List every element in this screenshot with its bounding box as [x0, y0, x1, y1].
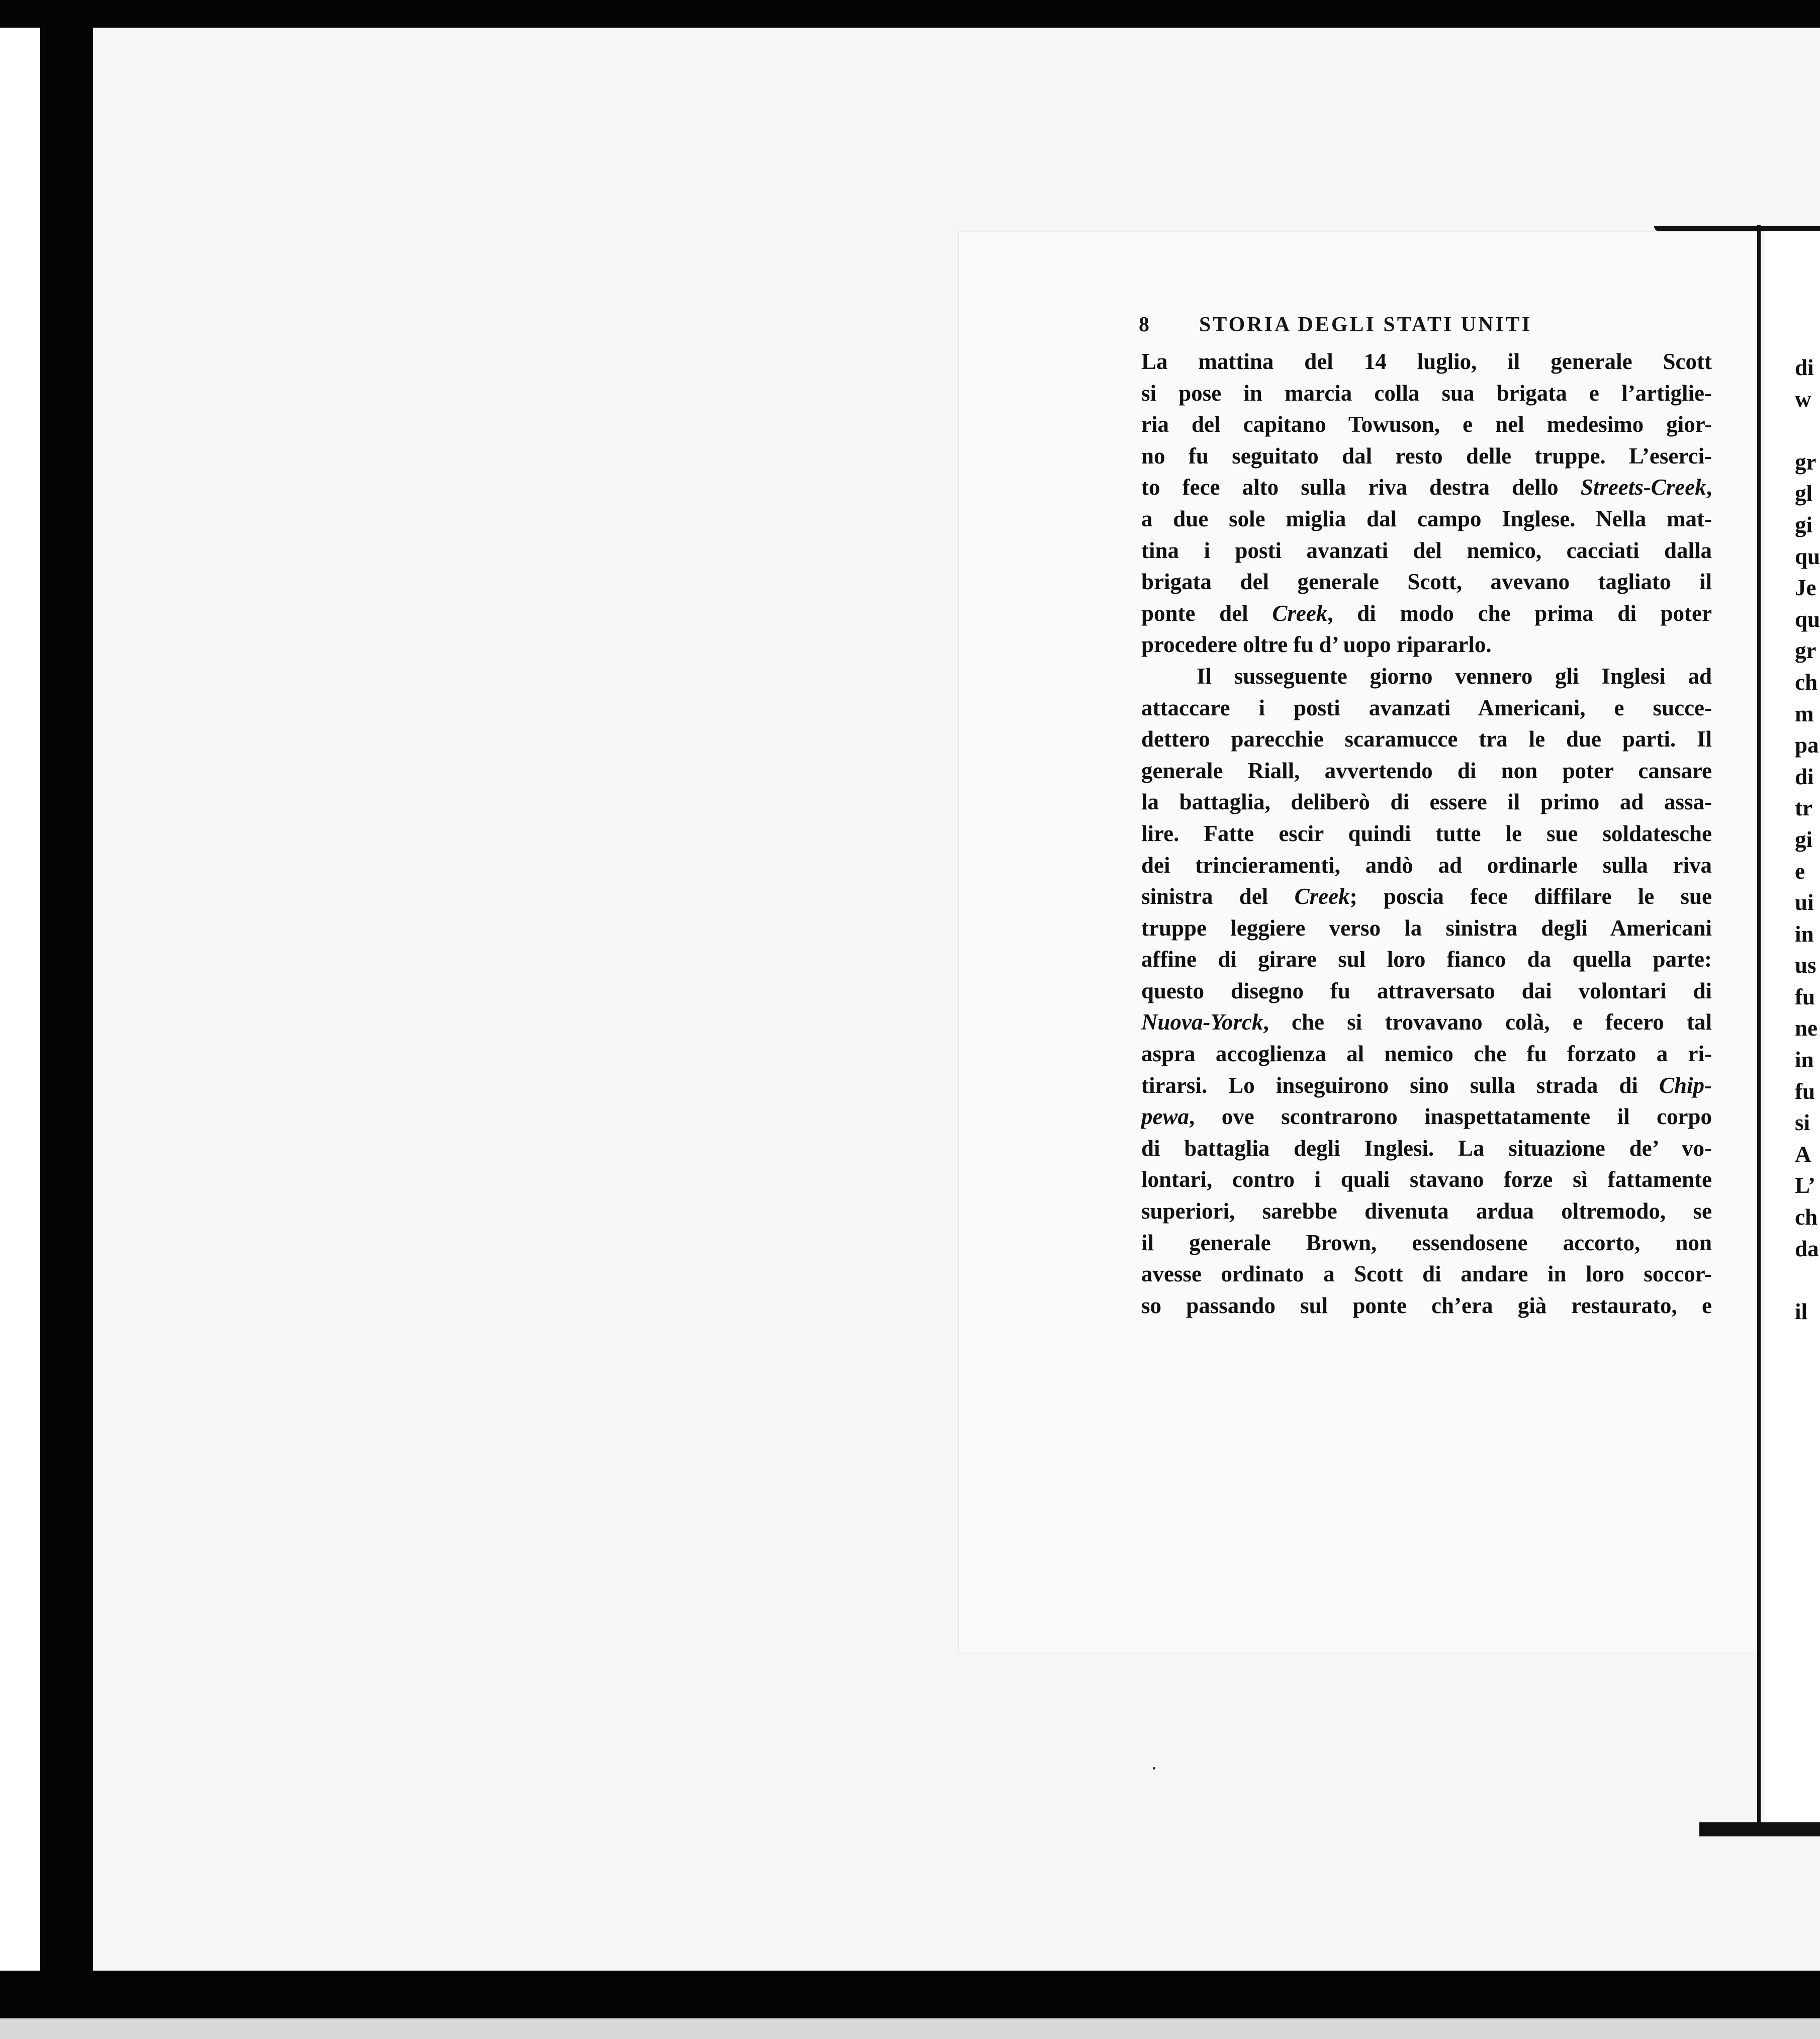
- text-line-18: sinistra del Creek; poscia fece diffilare le sue: [1141, 884, 1712, 909]
- text-line-5: to fece alto sulla riva destra dello Streets-Creek,: [1141, 475, 1712, 500]
- scan-border-top: [0, 0, 1820, 28]
- text-line-8: brigata del generale Scott, avevano tagliato il: [1141, 569, 1712, 595]
- facing-line: Je: [1795, 575, 1816, 601]
- facing-line: di: [1795, 355, 1814, 380]
- facing-line: in: [1795, 921, 1814, 947]
- facing-line: gr: [1795, 638, 1816, 664]
- text-line-21: questo disegno fu attraversato dai volontari di: [1141, 978, 1712, 1003]
- running-title: STORIA DEGLI STATI UNITI: [1199, 313, 1532, 336]
- facing-line: ui: [1795, 890, 1814, 915]
- facing-page-edge: [1757, 225, 1761, 1829]
- text-line-16: lire. Fatte escir quindi tutte le sue soldatesche: [1141, 820, 1712, 846]
- text-line-25: pewa, ove scontrarono inaspettatamente il corpo: [1141, 1104, 1712, 1130]
- facing-page-text: [1795, 352, 1820, 1327]
- text-line-2: si pose in marcia colla sua brigata e l’artiglie-: [1141, 380, 1712, 406]
- body-text: [1141, 346, 1712, 1321]
- text-line-11: Il susseguente giorno vennero gli Inglesi ad: [1197, 663, 1712, 689]
- facing-line: L’: [1795, 1173, 1815, 1198]
- text-line-7: tina i posti avanzati del nemico, cacciati dalla: [1141, 537, 1712, 563]
- facing-line: da: [1795, 1236, 1819, 1261]
- text-line-30: avesse ordinato a Scott di andare in loro soccor-: [1141, 1261, 1712, 1287]
- text-line-19: truppe leggiere verso la sinistra degli Americani: [1141, 915, 1712, 941]
- text-line-20: affine di girare sul loro fianco da quella parte:: [1141, 947, 1712, 972]
- facing-line: fu: [1795, 1078, 1815, 1104]
- facing-line: gi: [1795, 512, 1813, 537]
- facing-line: qu: [1795, 543, 1820, 569]
- facing-page-bottom-rule: [1699, 1822, 1820, 1836]
- text-line-17: dei trincieramenti, andò ad ordinarle sulla riva: [1141, 852, 1712, 878]
- facing-line: pa: [1795, 732, 1819, 758]
- text-line-6: a due sole miglia dal campo Inglese. Nella mat-: [1141, 506, 1712, 531]
- scan-border-left: [40, 28, 93, 1971]
- facing-line: [1795, 415, 1820, 446]
- facing-line: ne: [1795, 1015, 1817, 1041]
- facing-line: si: [1795, 1110, 1810, 1136]
- page-number: 8: [1139, 313, 1151, 336]
- text-line-12: attaccare i posti avanzati Americani, e succe-: [1141, 695, 1712, 720]
- facing-line: [1795, 1264, 1820, 1296]
- scan-left-margin: [0, 28, 40, 1971]
- text-line-23: aspra accoglienza al nemico che fu forzato a ri-: [1141, 1041, 1712, 1067]
- facing-line: A: [1795, 1141, 1811, 1167]
- text-line-29: il generale Brown, essendosene accorto, non: [1141, 1230, 1712, 1255]
- running-head: [1139, 313, 1717, 343]
- facing-line: ch: [1795, 669, 1817, 695]
- facing-line: qu: [1795, 606, 1820, 632]
- text-line-28: superiori, sarebbe divenuta ardua oltremodo, se: [1141, 1198, 1712, 1224]
- text-line-4: no fu seguitato dal resto delle truppe. L’eserci-: [1141, 443, 1712, 469]
- text-line-31: so passando sul ponte ch’era già restaurato, e: [1141, 1292, 1712, 1318]
- text-line-13: dettero parecchie scaramucce tra le due parti. Il: [1141, 726, 1712, 752]
- text-line-24: tirarsi. Lo inseguirono sino sulla strada di Chip-: [1141, 1072, 1712, 1098]
- text-line-27: lontari, contro i quali stavano forze sì fattamente: [1141, 1167, 1712, 1192]
- facing-line: in: [1795, 1047, 1814, 1073]
- facing-line: e: [1795, 858, 1805, 884]
- text-line-14: generale Riall, avvertendo di non poter cansare: [1141, 758, 1712, 783]
- text-line-22: Nuova-Yorck, che si trovavano colà, e fecero tal: [1141, 1009, 1712, 1035]
- text-line-9: ponte del Creek, di modo che prima di poter: [1141, 600, 1712, 626]
- facing-line: di: [1795, 764, 1814, 789]
- facing-line: fu: [1795, 984, 1815, 1009]
- text-line-26: di battaglia degli Inglesi. La situazione de’ vo-: [1141, 1135, 1712, 1161]
- facing-line: ch: [1795, 1204, 1817, 1230]
- facing-line: m: [1795, 701, 1814, 726]
- scan-strip-bottom: [0, 2018, 1820, 2039]
- text-line-3: ria del capitano Towuson, e nel medesimo gior-: [1141, 412, 1712, 437]
- ink-speck: [1153, 1767, 1155, 1770]
- text-line-1: La mattina del 14 luglio, il generale Scott: [1141, 349, 1712, 374]
- facing-line: gr: [1795, 449, 1816, 475]
- facing-page-top-rule: [1654, 226, 1820, 231]
- facing-line: il: [1795, 1299, 1808, 1324]
- facing-line: us: [1795, 953, 1816, 978]
- text-line-15: la battaglia, deliberò di essere il primo ad assa-: [1141, 789, 1712, 815]
- facing-line: tr: [1795, 795, 1812, 821]
- text-line-10: procedere oltre fu d’ uopo ripararlo.: [1141, 632, 1492, 658]
- facing-line: gi: [1795, 826, 1813, 852]
- facing-line: w: [1795, 386, 1811, 412]
- facing-line: gl: [1795, 481, 1813, 506]
